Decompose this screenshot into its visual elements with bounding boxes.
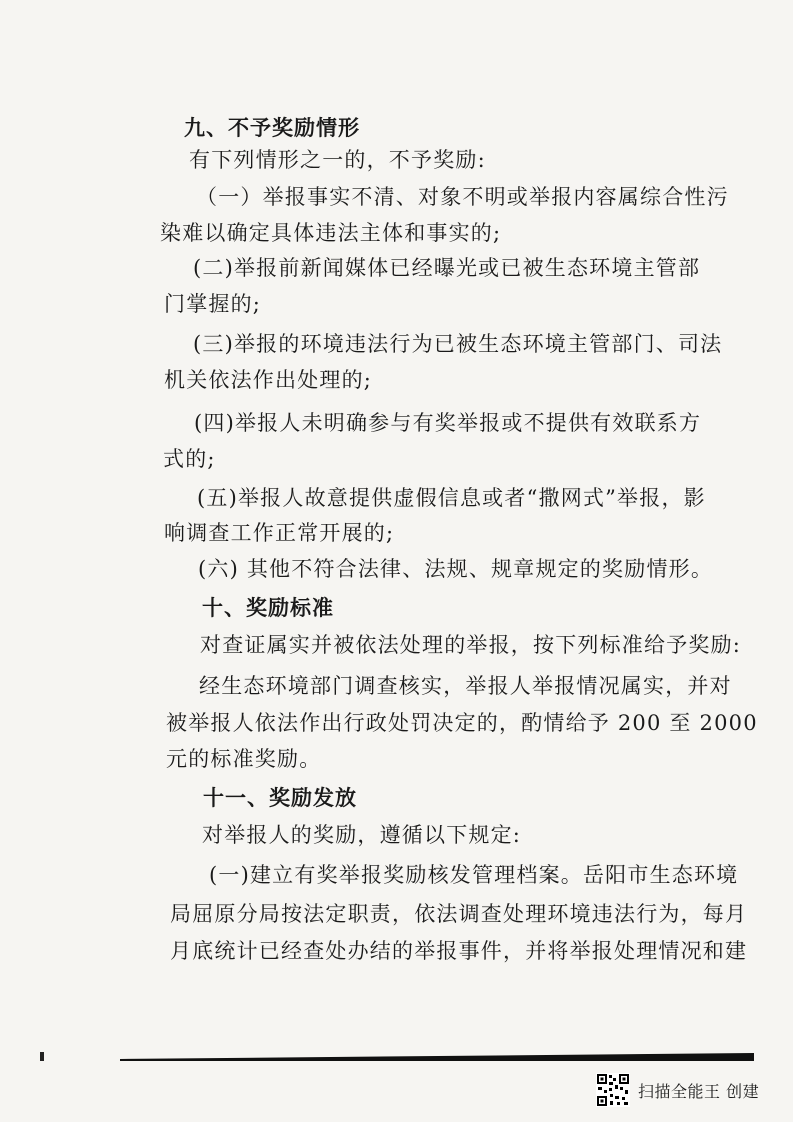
paragraph-line: 月底统计已经查处办结的举报事件，并将举报处理情况和建 — [170, 939, 748, 963]
paragraph-line: 机关依法作出处理的; — [164, 368, 373, 392]
paragraph-line: 经生态环境部门调查核实，举报人举报情况属实，并对 — [199, 674, 732, 698]
paragraph-line: 有下列情形之一的，不予奖励: — [189, 148, 486, 172]
paragraph-line: 对查证属实并被依法处理的举报，按下列标准给予奖励: — [200, 633, 742, 657]
qr-code-icon — [596, 1073, 630, 1107]
paragraph-line: (二)举报前新闻媒体已经曝光或已被生态环境主管部 — [193, 256, 701, 280]
paragraph-line: 被举报人依法作出行政处罚决定的，酌情给予 200 至 2000 — [166, 711, 758, 735]
scanner-footer — [596, 1072, 759, 1108]
paragraph-line: (六) 其他不符合法律、法规、规章规定的奖励情形。 — [198, 557, 714, 581]
paragraph-line: 染难以确定具体违法主体和事实的; — [160, 221, 502, 245]
paragraph-line: (三)举报的环境违法行为已被生态环境主管部门、司法 — [193, 332, 723, 356]
paragraph-line: 对举报人的奖励，遵循以下规定: — [202, 823, 522, 847]
paragraph-line: 局屈原分局按法定职责，依法调查处理环境违法行为，每月 — [170, 902, 748, 926]
paragraph-line: 门掌握的; — [164, 292, 262, 316]
scanner-brand-label: 扫描全能王 创建 — [638, 1081, 760, 1101]
section-heading-10: 十、奖励标准 — [202, 596, 334, 620]
paragraph-line: (四)举报人未明确参与有奖举报或不提供有效联系方 — [194, 411, 702, 435]
scan-edge-mark — [40, 1052, 44, 1061]
section-heading-11: 十一、奖励发放 — [203, 786, 357, 810]
paragraph-line: 元的标准奖励。 — [166, 747, 322, 771]
paragraph-line: （一）举报事实不清、对象不明或举报内容属综合性污 — [196, 185, 729, 209]
paragraph-line: 式的; — [163, 447, 216, 471]
paragraph-line: 响调查工作正常开展的; — [164, 521, 395, 545]
paragraph-line: (五)举报人故意提供虚假信息或者“撒网式”举报，影 — [197, 486, 706, 510]
scan-shadow-rule — [120, 1049, 754, 1061]
paragraph-line: (一)建立有奖举报奖励核发管理档案。岳阳市生态环境 — [209, 863, 739, 887]
section-heading-9: 九、不予奖励情形 — [184, 116, 360, 140]
